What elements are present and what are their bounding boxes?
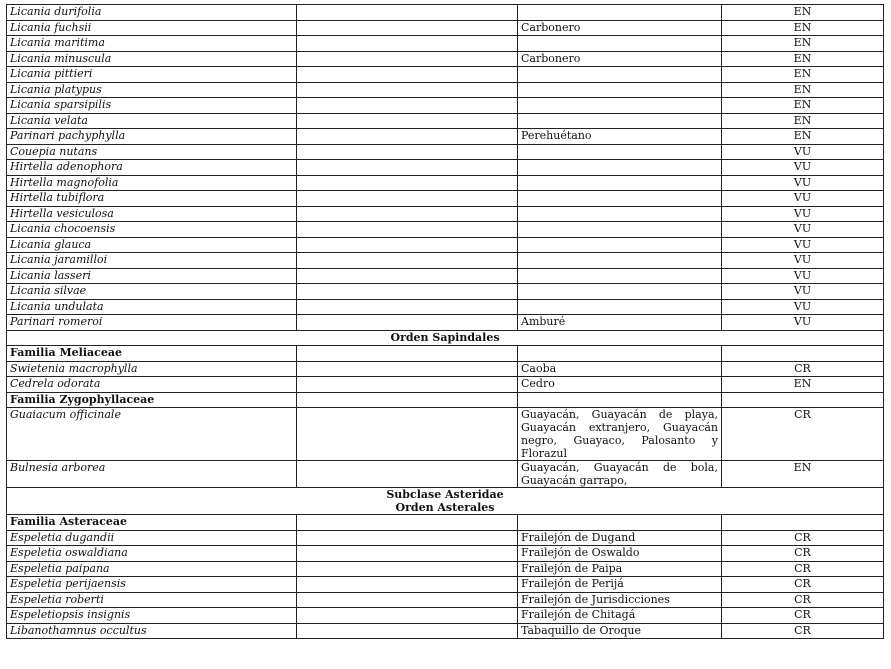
- species-name-cell: Licania silvae: [7, 284, 297, 300]
- species-name-cell: Espeletiopsis insignis: [7, 608, 297, 624]
- blank-cell: [518, 515, 722, 531]
- species-name-cell: Libanothamnus occultus: [7, 623, 297, 639]
- blank-cell: [297, 160, 518, 176]
- species-name-cell: Parinari pachyphylla: [7, 129, 297, 145]
- category-cell: VU: [722, 299, 884, 315]
- category-cell: EN: [722, 51, 884, 67]
- common-name-cell: Guayacán, Guayacán de bola, Guayacán garrapo,: [518, 461, 722, 488]
- common-name-cell: [518, 113, 722, 129]
- blank-cell: [297, 377, 518, 393]
- table-row: [7, 408, 884, 461]
- section-header: [7, 330, 884, 346]
- species-name-cell: Espeletia roberti: [7, 592, 297, 608]
- table-row: [7, 623, 884, 639]
- table-row: [7, 51, 884, 67]
- common-name-cell: Frailejón de Paipa: [518, 561, 722, 577]
- blank-cell: [297, 515, 518, 531]
- blank-cell: [297, 561, 518, 577]
- category-cell: CR: [722, 592, 884, 608]
- table-row: [7, 98, 884, 114]
- table-row: [7, 113, 884, 129]
- species-name-cell: Licania jaramilloi: [7, 253, 297, 269]
- category-cell: VU: [722, 144, 884, 160]
- species-name-cell: Licania velata: [7, 113, 297, 129]
- species-name-cell: Hirtella magnofolia: [7, 175, 297, 191]
- table-row: [7, 608, 884, 624]
- table-row: [7, 82, 884, 98]
- common-name-cell: Perehuétano: [518, 129, 722, 145]
- blank-cell: [297, 408, 518, 461]
- common-name-cell: [518, 144, 722, 160]
- species-name-cell: Licania chocoensis: [7, 222, 297, 238]
- common-name-cell: Cedro: [518, 377, 722, 393]
- species-name-cell: Cedrela odorata: [7, 377, 297, 393]
- common-name-cell: Frailejón de Dugand: [518, 530, 722, 546]
- blank-cell: [297, 237, 518, 253]
- blank-cell: [297, 530, 518, 546]
- category-cell: CR: [722, 608, 884, 624]
- category-cell: EN: [722, 67, 884, 83]
- category-cell: EN: [722, 113, 884, 129]
- category-cell: VU: [722, 191, 884, 207]
- category-cell: CR: [722, 546, 884, 562]
- blank-cell: [297, 346, 518, 362]
- species-name-cell: Licania maritima: [7, 36, 297, 52]
- category-cell: CR: [722, 361, 884, 377]
- section-header-line: Orden Asterales: [395, 501, 495, 514]
- species-name-cell: Licania durifolia: [7, 5, 297, 21]
- category-cell: CR: [722, 623, 884, 639]
- species-name-cell: Hirtella vesiculosa: [7, 206, 297, 222]
- category-cell: EN: [722, 82, 884, 98]
- common-name-cell: Frailejón de Chitagá: [518, 608, 722, 624]
- blank-cell: [297, 222, 518, 238]
- table-row: [7, 67, 884, 83]
- category-cell: VU: [722, 222, 884, 238]
- category-cell: VU: [722, 315, 884, 331]
- family-name-cell: Familia Meliaceae: [7, 346, 297, 362]
- category-cell: EN: [722, 377, 884, 393]
- common-name-cell: Frailejón de Oswaldo: [518, 546, 722, 562]
- species-name-cell: Licania minuscula: [7, 51, 297, 67]
- common-name-cell: Guayacán, Guayacán de playa, Guayacán extranjero, Guayacán negro, Guayaco, Palosanto y Florazul: [518, 408, 722, 461]
- species-name-cell: Swietenia macrophylla: [7, 361, 297, 377]
- table-row: [7, 315, 884, 331]
- category-cell: CR: [722, 408, 884, 461]
- category-cell: VU: [722, 284, 884, 300]
- blank-cell: [297, 82, 518, 98]
- species-name-cell: Licania fuchsii: [7, 20, 297, 36]
- blank-cell: [297, 284, 518, 300]
- table-row: [7, 160, 884, 176]
- blank-cell: [297, 268, 518, 284]
- table-row: [7, 361, 884, 377]
- common-name-cell: [518, 253, 722, 269]
- category-cell: CR: [722, 561, 884, 577]
- table-row: [7, 268, 884, 284]
- common-name-cell: [518, 98, 722, 114]
- blank-cell: [297, 299, 518, 315]
- table-row: [7, 36, 884, 52]
- blank-cell: [722, 346, 884, 362]
- species-name-cell: Guaiacum officinale: [7, 408, 297, 461]
- section-header-row: [7, 330, 884, 346]
- table-row: [7, 191, 884, 207]
- category-cell: VU: [722, 268, 884, 284]
- blank-cell: [297, 5, 518, 21]
- section-header-row: [7, 488, 884, 515]
- common-name-cell: Frailejón de Perijá: [518, 577, 722, 593]
- common-name-cell: [518, 237, 722, 253]
- common-name-cell: Amburé: [518, 315, 722, 331]
- category-cell: VU: [722, 160, 884, 176]
- table-row: [7, 175, 884, 191]
- category-cell: VU: [722, 175, 884, 191]
- blank-cell: [297, 592, 518, 608]
- blank-cell: [297, 36, 518, 52]
- blank-cell: [297, 623, 518, 639]
- table-row: [7, 237, 884, 253]
- species-name-cell: Licania undulata: [7, 299, 297, 315]
- category-cell: EN: [722, 98, 884, 114]
- section-header-line: Orden Sapindales: [390, 330, 500, 344]
- common-name-cell: [518, 206, 722, 222]
- category-cell: VU: [722, 253, 884, 269]
- blank-cell: [297, 253, 518, 269]
- section-header-line: Subclase Asteridae: [386, 488, 504, 501]
- blank-cell: [297, 206, 518, 222]
- species-name-cell: Hirtella tubiflora: [7, 191, 297, 207]
- common-name-cell: [518, 268, 722, 284]
- species-name-cell: Couepia nutans: [7, 144, 297, 160]
- blank-cell: [297, 129, 518, 145]
- blank-cell: [297, 546, 518, 562]
- category-cell: EN: [722, 5, 884, 21]
- table-row: [7, 561, 884, 577]
- common-name-cell: Caoba: [518, 361, 722, 377]
- blank-cell: [297, 608, 518, 624]
- table-row: [7, 222, 884, 238]
- common-name-cell: Frailejón de Jurisdicciones: [518, 592, 722, 608]
- table-row: [7, 20, 884, 36]
- blank-cell: [297, 144, 518, 160]
- blank-cell: [518, 392, 722, 408]
- blank-cell: [518, 346, 722, 362]
- family-row: [7, 392, 884, 408]
- blank-cell: [722, 515, 884, 531]
- species-name-cell: Licania platypus: [7, 82, 297, 98]
- table-row: [7, 530, 884, 546]
- table-row: [7, 284, 884, 300]
- species-table-body: [7, 5, 884, 639]
- table-row: [7, 206, 884, 222]
- common-name-cell: [518, 82, 722, 98]
- blank-cell: [297, 113, 518, 129]
- common-name-cell: [518, 5, 722, 21]
- category-cell: EN: [722, 36, 884, 52]
- table-row: [7, 377, 884, 393]
- species-name-cell: Licania sparsipilis: [7, 98, 297, 114]
- common-name-cell: [518, 160, 722, 176]
- category-cell: CR: [722, 577, 884, 593]
- blank-cell: [297, 461, 518, 488]
- table-row: [7, 546, 884, 562]
- common-name-cell: Carbonero: [518, 20, 722, 36]
- species-name-cell: Espeletia oswaldiana: [7, 546, 297, 562]
- species-name-cell: Espeletia perijaensis: [7, 577, 297, 593]
- common-name-cell: [518, 191, 722, 207]
- table-row: [7, 5, 884, 21]
- blank-cell: [722, 392, 884, 408]
- common-name-cell: Tabaquillo de Oroque: [518, 623, 722, 639]
- category-cell: VU: [722, 206, 884, 222]
- category-cell: EN: [722, 461, 884, 488]
- category-cell: EN: [722, 20, 884, 36]
- blank-cell: [297, 315, 518, 331]
- table-row: [7, 129, 884, 145]
- table-row: [7, 144, 884, 160]
- common-name-cell: [518, 284, 722, 300]
- family-name-cell: Familia Zygophyllaceae: [7, 392, 297, 408]
- blank-cell: [297, 392, 518, 408]
- common-name-cell: [518, 222, 722, 238]
- blank-cell: [297, 191, 518, 207]
- species-name-cell: Licania pittieri: [7, 67, 297, 83]
- category-cell: VU: [722, 237, 884, 253]
- species-name-cell: Licania glauca: [7, 237, 297, 253]
- species-name-cell: Bulnesia arborea: [7, 461, 297, 488]
- common-name-cell: [518, 36, 722, 52]
- species-name-cell: Espeletia dugandii: [7, 530, 297, 546]
- blank-cell: [297, 98, 518, 114]
- family-name-cell: Familia Asteraceae: [7, 515, 297, 531]
- category-cell: EN: [722, 129, 884, 145]
- category-cell: CR: [722, 530, 884, 546]
- table-row: [7, 461, 884, 488]
- common-name-cell: [518, 175, 722, 191]
- blank-cell: [297, 361, 518, 377]
- species-name-cell: Hirtella adenophora: [7, 160, 297, 176]
- blank-cell: [297, 577, 518, 593]
- blank-cell: [297, 67, 518, 83]
- species-name-cell: Licania lasseri: [7, 268, 297, 284]
- table-row: [7, 299, 884, 315]
- table-row: [7, 253, 884, 269]
- table-row: [7, 577, 884, 593]
- blank-cell: [297, 175, 518, 191]
- common-name-cell: Carbonero: [518, 51, 722, 67]
- blank-cell: [297, 51, 518, 67]
- table-row: [7, 592, 884, 608]
- blank-cell: [297, 20, 518, 36]
- section-header: [7, 488, 884, 515]
- common-name-cell: [518, 67, 722, 83]
- species-name-cell: Espeletia paipana: [7, 561, 297, 577]
- common-name-cell: [518, 299, 722, 315]
- family-row: [7, 346, 884, 362]
- species-name-cell: Parinari romeroi: [7, 315, 297, 331]
- species-table: [6, 4, 884, 639]
- family-row: [7, 515, 884, 531]
